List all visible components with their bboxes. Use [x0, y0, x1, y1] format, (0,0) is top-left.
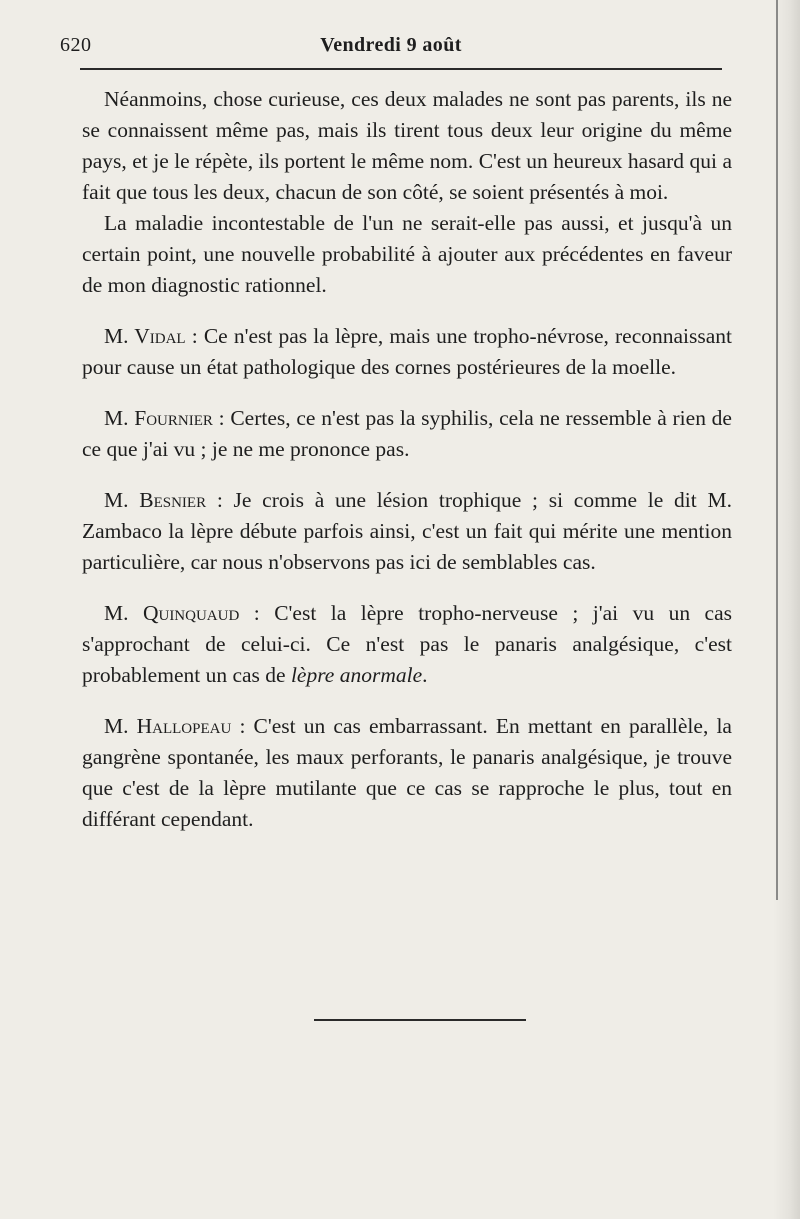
speaker-separator: : — [206, 488, 234, 512]
speaker-separator: : — [212, 406, 231, 430]
speaker-name: M. Quinquaud — [104, 601, 240, 625]
speech-text: C'est la lèpre tropho-nerveuse ; j'ai vu un cas s'approchant de celui-ci. Ce n'est pas le panaris analgésique, c'est probablement un cas de — [82, 601, 732, 687]
body-text — [82, 84, 732, 835]
speech-text: Je crois à une lésion trophique ; si comme le dit M. Zambaco la lèpre débute parfois ainsi, c'est un fait qui mérite une mention particulière, car nous n'observons pas ici de semblables cas. — [82, 488, 732, 574]
speech-emphasis: lèpre anormale — [290, 663, 423, 687]
header-rule — [80, 68, 722, 70]
speech-tail: . — [422, 663, 428, 687]
speaker-paragraph — [82, 711, 732, 835]
speaker-paragraph — [82, 321, 732, 383]
speech-text: Ce n'est pas la lèpre, mais une tropho-névrose, reconnaissant pour cause un état pathologique des cornes postérieures de la moelle. — [82, 324, 732, 379]
speaker-name: M. Vidal — [104, 324, 186, 348]
speaker-name: M. Besnier — [104, 488, 207, 512]
section-end-rule — [314, 1019, 526, 1021]
paragraph — [82, 208, 732, 301]
speaker-paragraph — [82, 598, 732, 691]
speaker-separator: : — [239, 601, 275, 625]
speaker-separator: : — [185, 324, 204, 348]
speaker-paragraph — [82, 403, 732, 465]
speaker-name: M. Fournier — [104, 406, 213, 430]
running-header — [60, 30, 722, 64]
page-number: 620 — [60, 34, 92, 56]
binding-line — [776, 0, 778, 900]
speech-text: Certes, ce n'est pas la syphilis, cela ne ressemble à rien de ce que j'ai vu ; je ne me prononce pas. — [82, 406, 732, 461]
paragraph-text: Néanmoins, chose curieuse, ces deux malades ne sont pas parents, ils ne se connaissent même pas, mais ils tirent tous deux leur origine du même pays, et je le répète, ils portent le même nom. C'est un heureux hasard qui a fait que tous les deux, chacun de son côté, se soient présentés à moi. — [82, 87, 732, 204]
running-title: Vendredi 9 août — [320, 34, 462, 56]
paragraph-text: La maladie incontestable de l'un ne serait-elle pas aussi, et jusqu'à un certain point, une nouvelle probabilité à ajouter aux précédentes en faveur de mon diagnostic rationnel. — [82, 211, 732, 297]
speaker-separator: : — [231, 714, 254, 738]
speaker-name: M. Hallopeau — [104, 714, 232, 738]
speaker-paragraph — [82, 485, 732, 578]
paragraph — [82, 84, 732, 208]
speech-text: C'est un cas embarrassant. En mettant en parallèle, la gangrène spontanée, les maux perforants, le panaris analgésique, je trouve que c'est de la lèpre mutilante que ce cas se rapproche le plus, tout en différant cependant. — [82, 714, 732, 831]
